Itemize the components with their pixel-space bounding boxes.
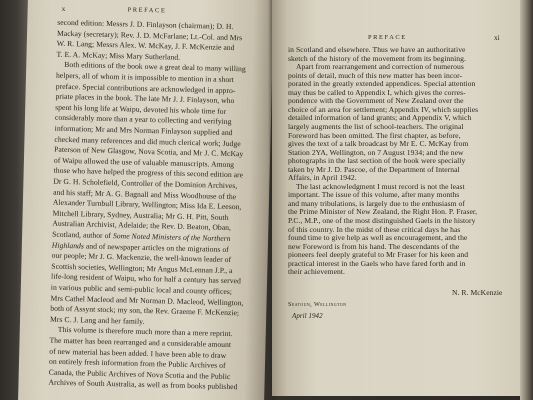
page-stack-edge bbox=[520, 0, 533, 400]
right-page-line: points of detail, much of this new matter has been incor- bbox=[288, 70, 463, 80]
left-page-line: Paterson of New Glasgow, Nova Scotia, and Mr J. C. McKay bbox=[54, 144, 244, 159]
book-title-italic: Highlands bbox=[51, 240, 85, 251]
right-page-line: porated in the greatly extended appendices. Special attention bbox=[288, 79, 476, 89]
left-page-line: Australian Archivist, Adelaide; the Rev. D. Beaton, Oban, bbox=[52, 219, 232, 233]
right-page-line: practical interest in the Gaels who have fared forth and in bbox=[288, 258, 466, 268]
right-page-line: The last acknowledgment I must record is not the least bbox=[296, 181, 465, 191]
signature-date: April 1942 bbox=[292, 312, 323, 320]
left-page-line: priate places in the book. The late Mr J. J. Finlayson, who bbox=[55, 91, 235, 106]
left-page-line: considerably more than a year to collecting and verifying bbox=[54, 113, 232, 127]
left-page-line: Alexander Turnbull Library, Wellington; Miss Ida E. Leeson, bbox=[52, 197, 242, 212]
right-page-line: their achievement. bbox=[288, 267, 345, 277]
left-page-line: Both editions of the book owe a great deal to many willing bbox=[64, 60, 246, 74]
right-page-line: in Scotland and elsewhere. Thus we have an authoritative bbox=[288, 45, 466, 54]
right-page-line: photographs in the last section of the book were specially bbox=[288, 156, 466, 166]
left-page-line: Canada, the Public Archives of Nova Scotia and the Public bbox=[48, 367, 231, 381]
right-page-line: pondence with the Government of New Zealand over the bbox=[288, 96, 464, 106]
left-page-line: Mackay (secretary); Rev. J. D. McFarlane; Lt.-Col. and Mrs bbox=[56, 28, 243, 42]
right-page-line: important. The issue of this volume, after many months bbox=[288, 190, 460, 200]
right-page-line: detailed information of land grants; and Appendix V, which bbox=[288, 113, 472, 123]
right-page-line: pioneers feel deeply grateful to Mr Fraser for his keen and bbox=[288, 250, 469, 260]
left-page-line: life-long resident of Waipu, who for half a century has served bbox=[50, 272, 241, 286]
left-page-folio: x bbox=[61, 4, 66, 13]
signature-place: Seatoun, Wellington bbox=[288, 301, 347, 308]
left-page-line: Mrs Cathel Macleod and Mr Norman D. Macleod, Wellington, bbox=[50, 293, 244, 307]
left-page-line: checked many references and did much clerical work; Judge bbox=[54, 134, 241, 148]
left-page-line: in various public and semi-public local and county offices; bbox=[50, 282, 233, 297]
left-page-line: spent his long life at Waipu, devoted his whole time for bbox=[55, 102, 227, 116]
left-page-line: Scottish societies, Wellington; Mr Angus McLennan J.P., a bbox=[51, 261, 233, 275]
right-page-running-header: PREFACE bbox=[368, 34, 407, 41]
left-page-line: of new material has been added. I have been able to draw bbox=[49, 346, 227, 360]
left-page-line: second edition: Messrs J. D. Finlayson (chairman); D. H. bbox=[57, 17, 234, 32]
right-page-line: the Prime Minister of New Zealand, the Right Hon. P. Fraser, bbox=[288, 207, 478, 217]
right-page-line: new Foreword is from his hand. The descendants of the bbox=[288, 241, 460, 251]
right-page-line: gives the text of a talk broadcast by Mr E. C. McKay from bbox=[288, 139, 469, 149]
left-page-line: information; Mr and Mrs Norman Finlayson supplied and bbox=[54, 123, 233, 138]
left-page-line: Mitchell Library, Sydney, Australia; Mr G. H. Pitt, South bbox=[52, 208, 229, 222]
right-page-line: taken by Mr J. D. Pascoe, of the Department of Internal bbox=[288, 164, 460, 174]
right-page-line: Foreword has been omitted. The first chapter, as before, bbox=[288, 130, 461, 140]
left-page-line: Scotland, author of Some Noted Ministers of the Northern bbox=[52, 229, 231, 244]
left-page-line: of Waipu allowed the use of valuable manuscripts. Among bbox=[53, 155, 235, 169]
book-title-italic: Some Noted Ministers of the Northern bbox=[112, 231, 231, 244]
right-page-line: of this country. In the midst of these critical days he has bbox=[288, 224, 461, 234]
right-page-line: choice of an area for settlement; Appendix IV, which supplies bbox=[288, 104, 479, 114]
left-page-line: and his staff; Mr A. G. Bagnall and Miss Woodhouse of the bbox=[53, 187, 237, 201]
right-page-line: and many tribulations, is largely due to the enthusiasm of bbox=[288, 198, 465, 208]
left-page-line: T. E. A. McKay; Miss Mary Sutherland. bbox=[56, 49, 181, 62]
left-page-line: Highlands and of newspaper articles on the migrations of bbox=[51, 240, 229, 254]
right-page-line: Apart from rearrangement and correction of numerous bbox=[296, 62, 464, 72]
author-signature: N. R. McKenzie bbox=[452, 288, 503, 297]
right-page-line: Affairs, in April 1942. bbox=[288, 173, 357, 183]
left-page-running-header: PREFACE bbox=[127, 6, 167, 15]
right-page-line: largely augments the list of school-teachers. The original bbox=[288, 121, 464, 131]
right-page-line: Station 2YA, Wellington, on 7 August 1934; and the new bbox=[288, 147, 464, 157]
left-page-line: This volume is therefore much more than a mere reprint. bbox=[57, 325, 233, 339]
right-page-line: may thus be called to Appendix I, which gives the corres- bbox=[288, 87, 466, 97]
right-page bbox=[272, 0, 522, 396]
left-page-line: The matter has been rearranged and a considerable amount bbox=[49, 335, 232, 350]
left-page-line: preface. Special contributions are acknowledged in appro- bbox=[55, 81, 236, 95]
left-page-line: W. R. Lang; Messrs Alex. W. McKay, J. F. McKenzie and bbox=[56, 38, 235, 53]
left-page-line: Archives of South Australia, as well as from books published bbox=[48, 378, 238, 392]
left-page bbox=[18, 0, 274, 400]
right-page-line: found time to give help as well as encouragement, and the bbox=[288, 233, 468, 243]
right-page-folio: xi bbox=[494, 34, 500, 42]
left-page-line: on entirely fresh information from the Public Archives of bbox=[48, 356, 226, 371]
left-page-line: our people; Mr J. G. Mackenzie, the well-known leader of bbox=[51, 250, 232, 265]
left-page-line: Mrs C. J. Lang and her family. bbox=[49, 314, 145, 326]
right-page-line: sketch of the history of the movement from its beginning. bbox=[288, 53, 466, 63]
left-page-line: Dr G. H. Scholefield, Controller of the Dominion Archives, bbox=[53, 176, 238, 191]
left-page-line: both of Assynt stock; my son, the Rev. Graeme F. McKenzie; bbox=[50, 303, 240, 318]
right-page-line: P.C., M.P., one of the most distinguished Gaels in the history bbox=[288, 216, 476, 225]
left-page-line: helpers, all of whom it is impossible to mention in a short bbox=[55, 70, 235, 85]
left-page-line: those who have helped the progress of this second edition are bbox=[53, 166, 244, 180]
